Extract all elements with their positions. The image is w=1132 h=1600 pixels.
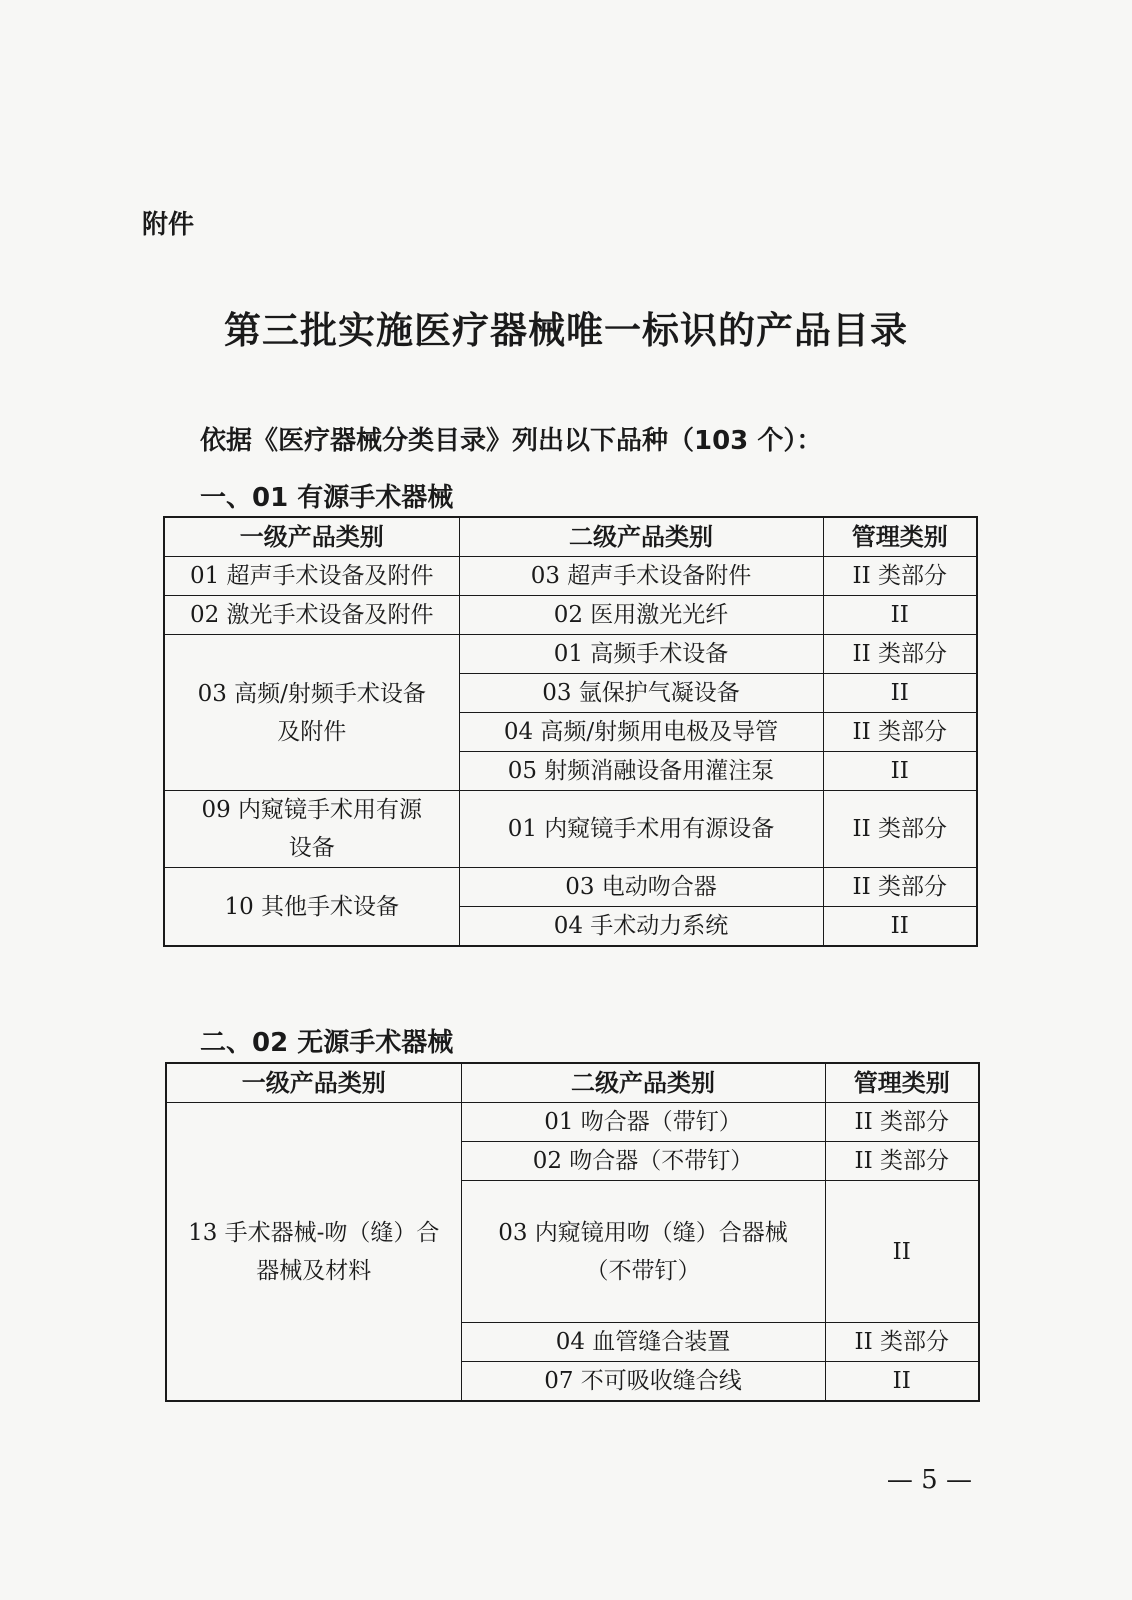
second-level-category-cell: 03 超声手术设备附件 xyxy=(459,557,823,596)
management-class-cell: II 类部分 xyxy=(825,1323,979,1362)
table-row xyxy=(166,1103,979,1142)
table-body xyxy=(166,1103,979,1402)
catalog-table-passive-surgical xyxy=(165,1062,980,1402)
table-row xyxy=(164,596,977,635)
header-management-class: 管理类别 xyxy=(825,1063,979,1103)
catalog-table-active-surgical xyxy=(163,516,978,947)
first-level-category-cell: 10 其他手术设备 xyxy=(164,868,459,947)
header-first-level: 一级产品类别 xyxy=(166,1063,461,1103)
second-level-category-cell: 03 电动吻合器 xyxy=(459,868,823,907)
second-level-category-cell: 01 高频手术设备 xyxy=(459,635,823,674)
management-class-cell: II 类部分 xyxy=(823,557,977,596)
second-level-category-cell: 01 吻合器（带钉） xyxy=(461,1103,825,1142)
section-heading-passive-surgical: 二、02 无源手术器械 xyxy=(200,1028,454,1058)
page-number: — 5 — xyxy=(886,1465,972,1495)
management-class-cell: II 类部分 xyxy=(823,791,977,868)
management-class-cell: II 类部分 xyxy=(823,635,977,674)
management-class-cell: II 类部分 xyxy=(823,713,977,752)
table-body xyxy=(164,557,977,947)
management-class-cell: II xyxy=(823,674,977,713)
second-level-category-cell: 01 内窥镜手术用有源设备 xyxy=(459,791,823,868)
second-level-category-cell: 04 手术动力系统 xyxy=(459,907,823,947)
intro-text: 依据《医疗器械分类目录》列出以下品种（103 个）： xyxy=(200,426,823,456)
table-header-row xyxy=(166,1063,979,1103)
first-level-category-cell: 02 激光手术设备及附件 xyxy=(164,596,459,635)
first-level-category-cell: 03 高频/射频手术设备 及附件 xyxy=(164,635,459,791)
table-row xyxy=(164,868,977,907)
second-level-category-cell: 04 血管缝合装置 xyxy=(461,1323,825,1362)
management-class-cell: II 类部分 xyxy=(825,1103,979,1142)
header-first-level: 一级产品类别 xyxy=(164,517,459,557)
page-title: 第三批实施医疗器械唯一标识的产品目录 xyxy=(224,308,908,352)
second-level-category-cell: 05 射频消融设备用灌注泵 xyxy=(459,752,823,791)
management-class-cell: II xyxy=(823,907,977,947)
first-level-category-cell: 13 手术器械-吻（缝）合 器械及材料 xyxy=(166,1103,461,1402)
second-level-category-cell: 07 不可吸收缝合线 xyxy=(461,1362,825,1402)
management-class-cell: II 类部分 xyxy=(825,1142,979,1181)
first-level-category-cell: 09 内窥镜手术用有源 设备 xyxy=(164,791,459,868)
management-class-cell: II xyxy=(823,752,977,791)
header-management-class: 管理类别 xyxy=(823,517,977,557)
header-second-level: 二级产品类别 xyxy=(459,517,823,557)
second-level-category-cell: 02 医用激光光纤 xyxy=(459,596,823,635)
table-row xyxy=(164,557,977,596)
management-class-cell: II 类部分 xyxy=(823,868,977,907)
second-level-category-cell: 04 高频/射频用电极及导管 xyxy=(459,713,823,752)
header-second-level: 二级产品类别 xyxy=(461,1063,825,1103)
second-level-category-cell: 03 内窥镜用吻（缝）合器械 （不带钉） xyxy=(461,1181,825,1323)
table-row xyxy=(164,635,977,674)
first-level-category-cell: 01 超声手术设备及附件 xyxy=(164,557,459,596)
management-class-cell: II xyxy=(825,1362,979,1402)
second-level-category-cell: 03 氩保护气凝设备 xyxy=(459,674,823,713)
management-class-cell: II xyxy=(823,596,977,635)
table-row xyxy=(164,791,977,868)
table-header-row xyxy=(164,517,977,557)
section-heading-active-surgical: 一、01 有源手术器械 xyxy=(200,483,454,513)
attachment-label: 附件 xyxy=(142,210,195,240)
management-class-cell: II xyxy=(825,1181,979,1323)
second-level-category-cell: 02 吻合器（不带钉） xyxy=(461,1142,825,1181)
